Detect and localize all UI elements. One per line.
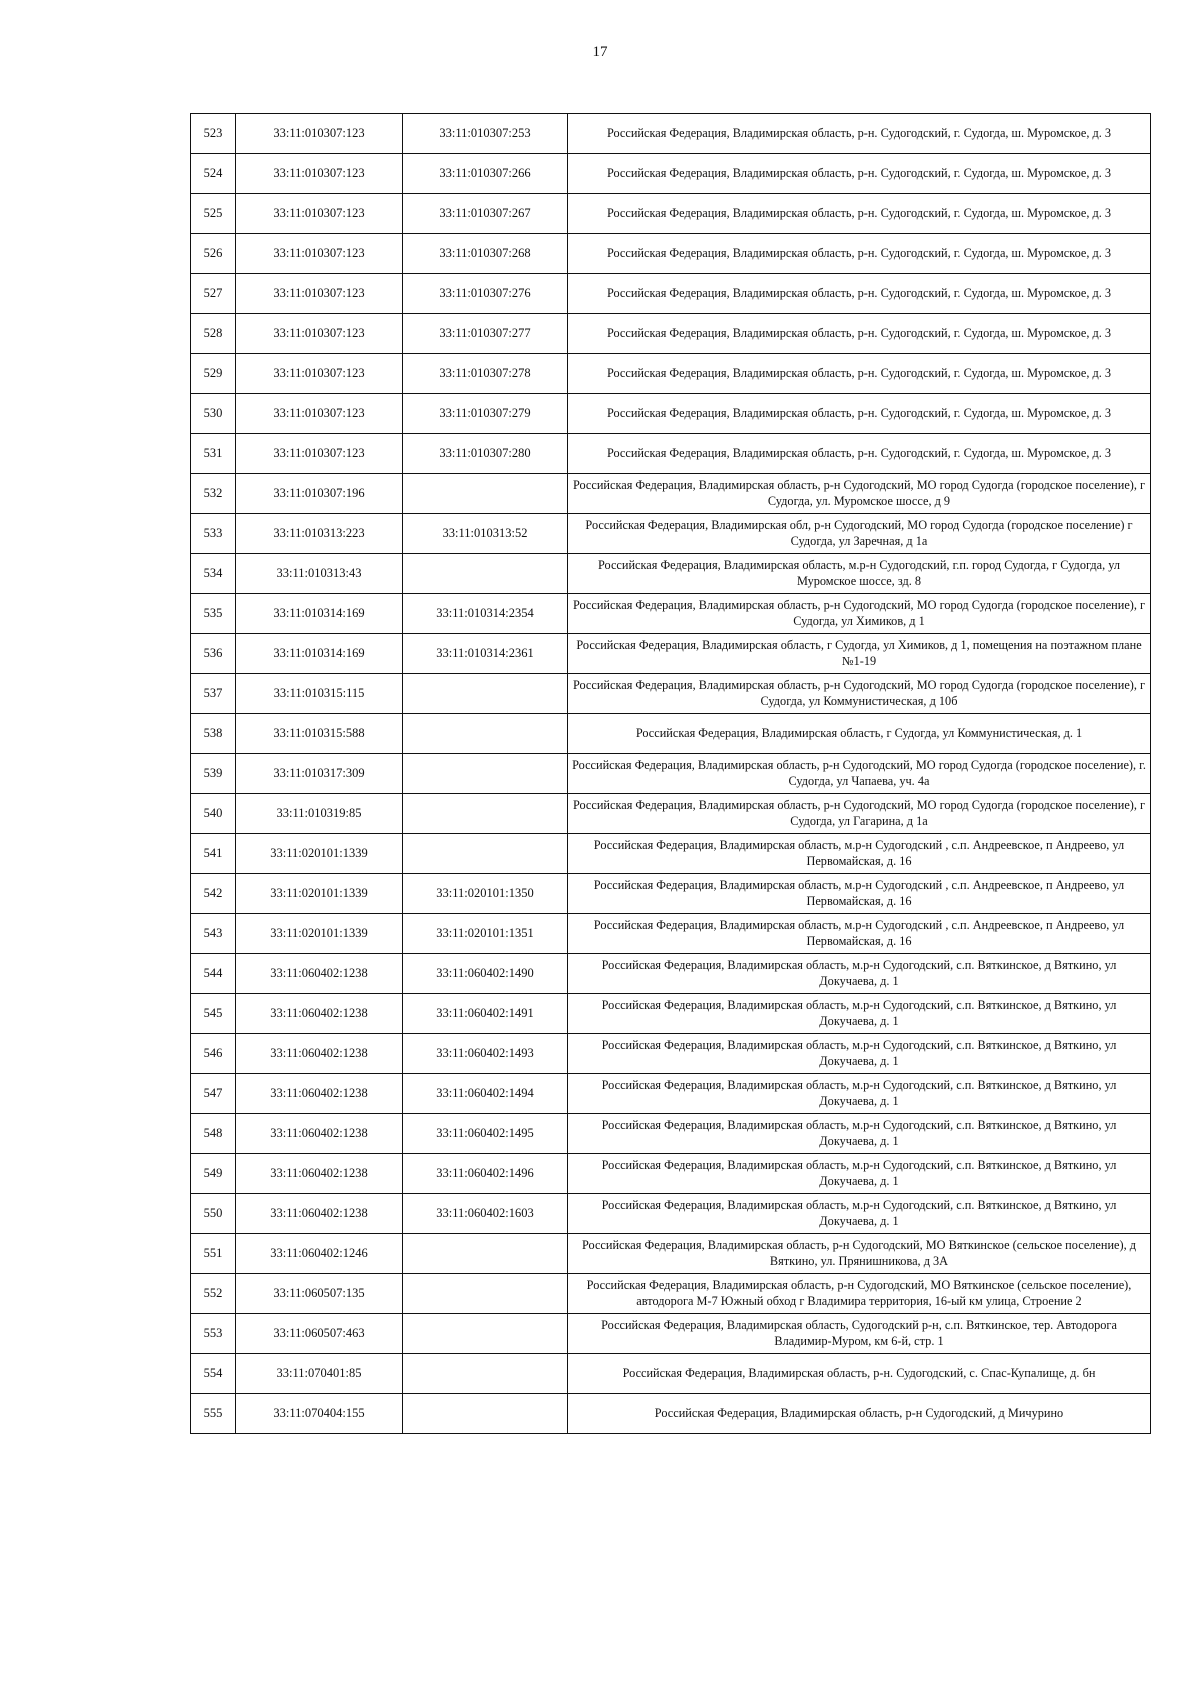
row-number-cell: 552 [191, 1274, 236, 1314]
address-cell: Российская Федерация, Владимирская область, м.р-н Судогодский, с.п. Вяткинское, д Вяткино, ул Докучаева, д. 1 [568, 954, 1151, 994]
parcel-number-cell: 33:11:060402:1246 [236, 1234, 403, 1274]
table-row [191, 554, 1151, 594]
address-cell: Российская Федерация, Владимирская область, р-н. Судогодский, г. Судогда, ш. Муромское, д. 3 [568, 194, 1151, 234]
table-row [191, 594, 1151, 634]
address-cell: Российская Федерация, Владимирская область, Судогодский р-н, с.п. Вяткинское, тер. Автодорога Владимир-Муром, км 6-й, стр. 1 [568, 1314, 1151, 1354]
address-cell: Российская Федерация, Владимирская область, м.р-н Судогодский, с.п. Вяткинское, д Вяткино, ул Докучаева, д. 1 [568, 994, 1151, 1034]
object-number-cell: 33:11:010307:268 [403, 234, 568, 274]
row-number-cell: 554 [191, 1354, 236, 1394]
address-cell: Российская Федерация, Владимирская область, г Судогда, ул Химиков, д 1, помещения на поэтажном плане №1-19 [568, 634, 1151, 674]
parcel-number-cell: 33:11:010313:43 [236, 554, 403, 594]
parcel-number-cell: 33:11:070401:85 [236, 1354, 403, 1394]
row-number-cell: 526 [191, 234, 236, 274]
address-cell: Российская Федерация, Владимирская область, р-н Судогодский, д Мичурино [568, 1394, 1151, 1434]
address-cell: Российская Федерация, Владимирская область, р-н Судогодский, МО Вяткинское (сельское поселение), д Вяткино, ул. Прянишникова, д 3А [568, 1234, 1151, 1274]
parcel-number-cell: 33:11:010319:85 [236, 794, 403, 834]
row-number-cell: 549 [191, 1154, 236, 1194]
table-row [191, 514, 1151, 554]
object-number-cell: 33:11:020101:1350 [403, 874, 568, 914]
object-number-cell: 33:11:010307:253 [403, 114, 568, 154]
table-row [191, 1274, 1151, 1314]
table-row [191, 1074, 1151, 1114]
address-cell: Российская Федерация, Владимирская область, р-н Судогодский, МО город Судогда (городское поселение), г Судогда, ул Коммунистическая, д 10б [568, 674, 1151, 714]
parcel-number-cell: 33:11:010314:169 [236, 634, 403, 674]
row-number-cell: 523 [191, 114, 236, 154]
parcel-number-cell: 33:11:060507:135 [236, 1274, 403, 1314]
table-row [191, 954, 1151, 994]
address-cell: Российская Федерация, Владимирская область, р-н Судогодский, МО город Судогда (городское поселение), г Судогда, ул Гагарина, д 1а [568, 794, 1151, 834]
row-number-cell: 546 [191, 1034, 236, 1074]
row-number-cell: 527 [191, 274, 236, 314]
object-number-cell: 33:11:010314:2354 [403, 594, 568, 634]
table-row [191, 354, 1151, 394]
row-number-cell: 529 [191, 354, 236, 394]
parcel-number-cell: 33:11:010307:123 [236, 314, 403, 354]
row-number-cell: 539 [191, 754, 236, 794]
parcel-number-cell: 33:11:060402:1238 [236, 1194, 403, 1234]
parcel-number-cell: 33:11:010314:169 [236, 594, 403, 634]
row-number-cell: 547 [191, 1074, 236, 1114]
address-cell: Российская Федерация, Владимирская область, м.р-н Судогодский , с.п. Андреевское, п Андреево, ул Первомайская, д. 16 [568, 834, 1151, 874]
parcel-number-cell: 33:11:060402:1238 [236, 1114, 403, 1154]
address-cell: Российская Федерация, Владимирская область, м.р-н Судогодский , с.п. Андреевское, п Андреево, ул Первомайская, д. 16 [568, 914, 1151, 954]
parcel-number-cell: 33:11:010307:123 [236, 114, 403, 154]
parcel-number-cell: 33:11:010307:196 [236, 474, 403, 514]
parcel-number-cell: 33:11:010307:123 [236, 354, 403, 394]
address-cell: Российская Федерация, Владимирская область, г Судогда, ул Коммунистическая, д. 1 [568, 714, 1151, 754]
table-row [191, 114, 1151, 154]
row-number-cell: 533 [191, 514, 236, 554]
address-cell: Российская Федерация, Владимирская область, м.р-н Судогодский, с.п. Вяткинское, д Вяткино, ул Докучаева, д. 1 [568, 1154, 1151, 1194]
row-number-cell: 551 [191, 1234, 236, 1274]
address-cell: Российская Федерация, Владимирская область, р-н Судогодский, МО город Судогда (городское поселение), г Судогда, ул Химиков, д 1 [568, 594, 1151, 634]
parcel-number-cell: 33:11:010313:223 [236, 514, 403, 554]
parcel-number-cell: 33:11:010307:123 [236, 194, 403, 234]
table-row [191, 1194, 1151, 1234]
parcel-number-cell: 33:11:010317:309 [236, 754, 403, 794]
row-number-cell: 531 [191, 434, 236, 474]
object-number-cell: 33:11:010307:266 [403, 154, 568, 194]
table-row [191, 274, 1151, 314]
row-number-cell: 544 [191, 954, 236, 994]
object-number-cell [403, 474, 568, 514]
table-row [191, 154, 1151, 194]
table-row [191, 874, 1151, 914]
parcel-number-cell: 33:11:010307:123 [236, 394, 403, 434]
object-number-cell: 33:11:060402:1496 [403, 1154, 568, 1194]
table-row [191, 1354, 1151, 1394]
parcel-number-cell: 33:11:020101:1339 [236, 834, 403, 874]
table-row [191, 434, 1151, 474]
address-cell: Российская Федерация, Владимирская область, м.р-н Судогодский, г.п. город Судогда, г Судогда, ул Муромское шоссе, зд. 8 [568, 554, 1151, 594]
object-number-cell: 33:11:060402:1603 [403, 1194, 568, 1234]
address-cell: Российская Федерация, Владимирская область, р-н Судогодский, МО город Судогда (городское поселение), г Судогда, ул. Муромское шоссе, д 9 [568, 474, 1151, 514]
row-number-cell: 537 [191, 674, 236, 714]
object-number-cell: 33:11:060402:1490 [403, 954, 568, 994]
address-cell: Российская Федерация, Владимирская область, р-н. Судогодский, г. Судогда, ш. Муромское, д. 3 [568, 354, 1151, 394]
table-row [191, 1114, 1151, 1154]
parcel-number-cell: 33:11:010307:123 [236, 234, 403, 274]
table-row [191, 994, 1151, 1034]
object-number-cell: 33:11:010307:276 [403, 274, 568, 314]
row-number-cell: 541 [191, 834, 236, 874]
object-number-cell [403, 674, 568, 714]
parcel-number-cell: 33:11:070404:155 [236, 1394, 403, 1434]
row-number-cell: 535 [191, 594, 236, 634]
row-number-cell: 525 [191, 194, 236, 234]
table-row [191, 1394, 1151, 1434]
row-number-cell: 545 [191, 994, 236, 1034]
parcel-number-cell: 33:11:060507:463 [236, 1314, 403, 1354]
table-row [191, 794, 1151, 834]
parcel-number-cell: 33:11:020101:1339 [236, 874, 403, 914]
parcel-number-cell: 33:11:010307:123 [236, 154, 403, 194]
table-row [191, 474, 1151, 514]
object-number-cell [403, 554, 568, 594]
table-row [191, 394, 1151, 434]
object-number-cell [403, 834, 568, 874]
row-number-cell: 530 [191, 394, 236, 434]
object-number-cell: 33:11:020101:1351 [403, 914, 568, 954]
parcel-number-cell: 33:11:010307:123 [236, 274, 403, 314]
object-number-cell: 33:11:010313:52 [403, 514, 568, 554]
object-number-cell: 33:11:010307:267 [403, 194, 568, 234]
row-number-cell: 524 [191, 154, 236, 194]
parcel-number-cell: 33:11:060402:1238 [236, 994, 403, 1034]
parcel-number-cell: 33:11:010315:588 [236, 714, 403, 754]
address-cell: Российская Федерация, Владимирская область, р-н. Судогодский, с. Спас-Купалище, д. бн [568, 1354, 1151, 1394]
row-number-cell: 528 [191, 314, 236, 354]
address-cell: Российская Федерация, Владимирская область, р-н. Судогодский, г. Судогда, ш. Муромское, д. 3 [568, 274, 1151, 314]
parcel-number-cell: 33:11:060402:1238 [236, 1154, 403, 1194]
table-row [191, 714, 1151, 754]
address-cell: Российская Федерация, Владимирская область, р-н Судогодский, МО Вяткинское (сельское поселение), автодорога М-7 Южный обход г Владимира территория, 16-ый км улица, Строение 2 [568, 1274, 1151, 1314]
table-row [191, 234, 1151, 274]
parcel-number-cell: 33:11:060402:1238 [236, 1074, 403, 1114]
table-row [191, 194, 1151, 234]
object-number-cell [403, 1274, 568, 1314]
object-number-cell [403, 1314, 568, 1354]
table-row [191, 914, 1151, 954]
address-cell: Российская Федерация, Владимирская область, м.р-н Судогодский , с.п. Андреевское, п Андреево, ул Первомайская, д. 16 [568, 874, 1151, 914]
address-cell: Российская Федерация, Владимирская область, р-н. Судогодский, г. Судогда, ш. Муромское, д. 3 [568, 394, 1151, 434]
object-number-cell [403, 1394, 568, 1434]
object-number-cell: 33:11:060402:1493 [403, 1034, 568, 1074]
address-cell: Российская Федерация, Владимирская область, м.р-н Судогодский, с.п. Вяткинское, д Вяткино, ул Докучаева, д. 1 [568, 1114, 1151, 1154]
address-cell: Российская Федерация, Владимирская область, р-н. Судогодский, г. Судогда, ш. Муромское, д. 3 [568, 154, 1151, 194]
registry-table-body [191, 114, 1151, 1434]
address-cell: Российская Федерация, Владимирская область, р-н. Судогодский, г. Судогда, ш. Муромское, д. 3 [568, 314, 1151, 354]
object-number-cell [403, 1234, 568, 1274]
table-row [191, 634, 1151, 674]
table-row [191, 1034, 1151, 1074]
row-number-cell: 543 [191, 914, 236, 954]
address-cell: Российская Федерация, Владимирская область, р-н. Судогодский, г. Судогда, ш. Муромское, д. 3 [568, 434, 1151, 474]
object-number-cell: 33:11:010307:279 [403, 394, 568, 434]
object-number-cell: 33:11:010307:280 [403, 434, 568, 474]
object-number-cell [403, 794, 568, 834]
table-row [191, 1314, 1151, 1354]
row-number-cell: 536 [191, 634, 236, 674]
table-row [191, 834, 1151, 874]
row-number-cell: 553 [191, 1314, 236, 1354]
row-number-cell: 555 [191, 1394, 236, 1434]
object-number-cell [403, 754, 568, 794]
object-number-cell [403, 714, 568, 754]
table-row [191, 314, 1151, 354]
address-cell: Российская Федерация, Владимирская обл, р-н Судогодский, МО город Судогда (городское поселение) г Судогда, ул Заречная, д 1а [568, 514, 1151, 554]
address-cell: Российская Федерация, Владимирская область, м.р-н Судогодский, с.п. Вяткинское, д Вяткино, ул Докучаева, д. 1 [568, 1034, 1151, 1074]
row-number-cell: 540 [191, 794, 236, 834]
row-number-cell: 550 [191, 1194, 236, 1234]
address-cell: Российская Федерация, Владимирская область, м.р-н Судогодский, с.п. Вяткинское, д Вяткино, ул Докучаева, д. 1 [568, 1074, 1151, 1114]
object-number-cell: 33:11:060402:1494 [403, 1074, 568, 1114]
registry-table [190, 113, 1151, 1434]
address-cell: Российская Федерация, Владимирская область, р-н. Судогодский, г. Судогда, ш. Муромское, д. 3 [568, 114, 1151, 154]
object-number-cell: 33:11:060402:1495 [403, 1114, 568, 1154]
object-number-cell: 33:11:010307:277 [403, 314, 568, 354]
parcel-number-cell: 33:11:060402:1238 [236, 954, 403, 994]
row-number-cell: 548 [191, 1114, 236, 1154]
object-number-cell: 33:11:010307:278 [403, 354, 568, 394]
address-cell: Российская Федерация, Владимирская область, р-н Судогодский, МО город Судогда (городское поселение), г. Судогда, ул Чапаева, уч. 4а [568, 754, 1151, 794]
row-number-cell: 538 [191, 714, 236, 754]
object-number-cell: 33:11:060402:1491 [403, 994, 568, 1034]
row-number-cell: 534 [191, 554, 236, 594]
object-number-cell: 33:11:010314:2361 [403, 634, 568, 674]
row-number-cell: 542 [191, 874, 236, 914]
table-row [191, 674, 1151, 714]
address-cell: Российская Федерация, Владимирская область, м.р-н Судогодский, с.п. Вяткинское, д Вяткино, ул Докучаева, д. 1 [568, 1194, 1151, 1234]
parcel-number-cell: 33:11:010315:115 [236, 674, 403, 714]
parcel-number-cell: 33:11:060402:1238 [236, 1034, 403, 1074]
parcel-number-cell: 33:11:020101:1339 [236, 914, 403, 954]
table-row [191, 1234, 1151, 1274]
page-number: 17 [592, 44, 608, 60]
parcel-number-cell: 33:11:010307:123 [236, 434, 403, 474]
table-row [191, 1154, 1151, 1194]
address-cell: Российская Федерация, Владимирская область, р-н. Судогодский, г. Судогда, ш. Муромское, д. 3 [568, 234, 1151, 274]
row-number-cell: 532 [191, 474, 236, 514]
table-row [191, 754, 1151, 794]
object-number-cell [403, 1354, 568, 1394]
